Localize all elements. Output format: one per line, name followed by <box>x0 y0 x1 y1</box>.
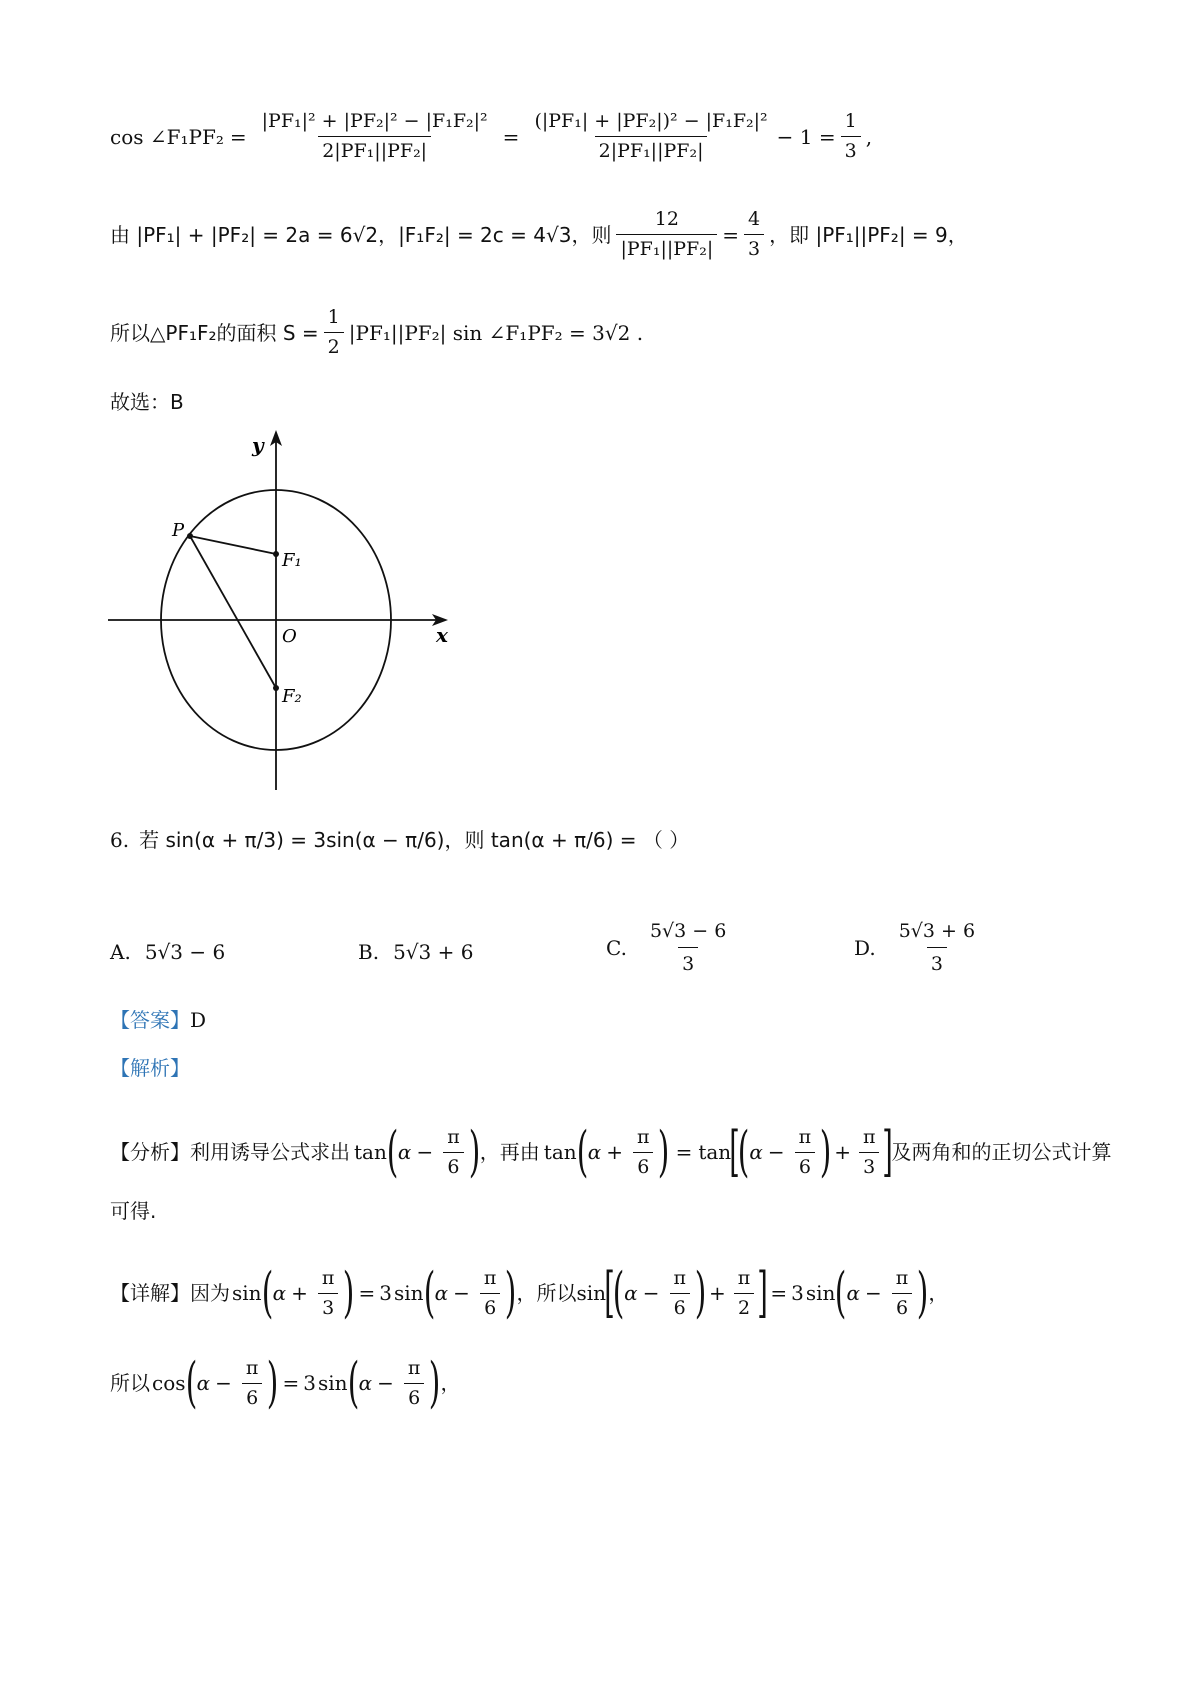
right-paren: ) <box>819 1120 832 1183</box>
fraction-numerator: 5√3 + 6 <box>898 920 976 942</box>
segment-pf1 <box>190 536 276 554</box>
option-fraction <box>646 920 730 975</box>
left-paren: ( <box>261 1261 273 1324</box>
option-b[interactable] <box>358 940 473 964</box>
equals-sign: = <box>770 1281 788 1305</box>
cos-symbol: cos <box>152 1371 186 1395</box>
minus-sign: − <box>767 1140 785 1164</box>
fraction-half <box>324 308 344 357</box>
fraction-pi-three <box>318 1266 339 1319</box>
left-paren: ( <box>576 1120 588 1183</box>
option-label: C. <box>606 935 627 960</box>
left-paren: ( <box>737 1120 750 1183</box>
fraction-denominator: 3 <box>678 947 698 975</box>
fraction-numerator: π <box>483 1266 497 1289</box>
coefficient: 3 <box>791 1281 804 1305</box>
minus-sign: − <box>453 1281 470 1305</box>
fraction-pi-six <box>669 1266 690 1319</box>
fraction-numerator: π <box>862 1125 876 1148</box>
left-paren: ( <box>185 1351 197 1414</box>
tan-symbol: tan <box>543 1140 577 1164</box>
option-label: B. <box>358 940 380 964</box>
point-f1 <box>273 551 279 557</box>
fraction-numerator: π <box>321 1266 335 1289</box>
point-f2 <box>273 685 279 691</box>
fraction-numerator: 12 <box>654 208 679 230</box>
text-segment: 因为 <box>190 1281 230 1305</box>
option-value: 5√3 − 6 <box>144 940 226 964</box>
fenxi-continuation: 可得. <box>110 1199 157 1223</box>
fraction-pi-six <box>892 1266 913 1319</box>
xiangjie-tag: 【详解】 <box>110 1281 190 1305</box>
plus-sign: + <box>834 1140 851 1164</box>
option-label: A. <box>110 940 131 964</box>
plus-sign: + <box>291 1281 308 1305</box>
fraction-numerator: π <box>447 1125 460 1148</box>
fraction-numerator: π <box>737 1266 751 1289</box>
fraction-numerator: π <box>673 1266 686 1289</box>
fraction-numerator: π <box>636 1125 650 1148</box>
fenxi-line <box>110 1120 1112 1183</box>
fraction-denominator: 6 <box>670 1293 690 1318</box>
minus-sign: − <box>865 1281 882 1305</box>
fraction-pi-three <box>859 1125 880 1178</box>
fraction-numerator: π <box>245 1356 259 1379</box>
text-segment: 及两角和的正切公式计算 <box>891 1140 1112 1164</box>
fraction-one-third <box>841 112 861 161</box>
fraction-numerator: 4 <box>748 208 761 230</box>
option-value: 5√3 + 6 <box>393 940 474 964</box>
minus-one: − 1 = <box>776 124 836 149</box>
fraction-pi-six <box>242 1356 263 1409</box>
text-segment: 所以 <box>110 1371 150 1395</box>
right-paren: ) <box>429 1351 441 1414</box>
y-axis-label: y <box>252 433 264 457</box>
fraction-numerator: (|PF₁| + |PF₂|)² − |F₁F₂|² <box>534 110 768 132</box>
plus-sign: + <box>709 1281 726 1305</box>
fraction-denominator: 3 <box>744 234 764 259</box>
f2-label: F₂ <box>282 686 302 707</box>
question-number: 6. <box>110 828 130 852</box>
sin-symbol: sin <box>576 1281 607 1305</box>
coefficient: 3 <box>303 1371 316 1395</box>
punctuation: ， <box>440 1371 461 1395</box>
fraction-denominator: 3 <box>841 136 861 161</box>
right-paren: ) <box>505 1261 517 1324</box>
text-segment: 利用诱导公式求出 <box>190 1140 350 1164</box>
minus-sign: − <box>416 1140 434 1164</box>
fraction-numerator: π <box>895 1266 909 1289</box>
fraction-denominator: 2|PF₁||PF₂| <box>595 136 708 161</box>
formula-product-of-distances <box>110 210 968 259</box>
option-label: D. <box>854 935 876 960</box>
fraction-denominator: 6 <box>795 1152 815 1177</box>
fraction-numerator: 5√3 − 6 <box>649 920 727 942</box>
left-paren: ( <box>835 1261 847 1324</box>
equals-sign: = <box>282 1371 300 1395</box>
fraction-denominator: |PF₁||PF₂| <box>616 234 717 259</box>
segment-pf2 <box>190 536 276 688</box>
f1-label: F₁ <box>282 550 302 571</box>
sin-symbol: sin <box>393 1281 424 1305</box>
punctuation: , <box>865 124 873 149</box>
equals-sign: = <box>722 222 739 247</box>
fraction-denominator: 2 <box>324 332 344 357</box>
fraction-pi-two <box>734 1266 755 1319</box>
text-segment: ，所以 <box>516 1281 577 1305</box>
alpha-symbol: α <box>434 1281 449 1305</box>
sin-symbol: sin <box>317 1371 348 1395</box>
tan-symbol: tan <box>354 1140 387 1164</box>
analysis-tag: 【解析】 <box>110 1056 190 1080</box>
fraction-denominator: 6 <box>633 1152 653 1177</box>
answer-value: D <box>190 1008 207 1032</box>
fraction-denominator: 6 <box>892 1293 912 1318</box>
alpha-symbol: α <box>587 1140 602 1164</box>
option-a[interactable] <box>110 940 225 964</box>
sin-symbol: sin <box>232 1281 262 1305</box>
left-paren: ( <box>347 1351 359 1414</box>
fraction-denominator: 3 <box>859 1152 879 1177</box>
x-axis-label: x <box>436 623 448 647</box>
option-fraction <box>895 920 979 975</box>
fraction-denominator: 2|PF₁||PF₂| <box>318 136 431 161</box>
option-d[interactable] <box>854 920 984 975</box>
fraction-denominator: 3 <box>318 1293 338 1318</box>
answer-tag: 【答案】 <box>110 1008 190 1032</box>
xiangjie-line <box>110 1261 949 1324</box>
fenxi-tag: 【分析】 <box>110 1140 190 1164</box>
question-text: 若 sin(α + π/3) = 3sin(α − π/6)，则 tan(α + π/6) = （ ） <box>139 828 690 852</box>
fraction-denominator: 6 <box>443 1152 463 1177</box>
right-paren: ) <box>694 1261 707 1324</box>
question-6 <box>110 830 689 850</box>
fraction-numerator: π <box>407 1356 421 1379</box>
right-paren: ) <box>917 1261 929 1324</box>
cos-lhs: cos ∠F₁PF₂ <box>110 124 224 149</box>
fraction-pi-six <box>795 1125 816 1178</box>
fraction-denominator: 6 <box>242 1383 262 1408</box>
left-bracket: [ <box>729 1120 740 1183</box>
fraction-numerator: 1 <box>327 306 340 328</box>
equals-sign: = <box>675 1140 693 1164</box>
fraction-law-of-cosines <box>258 112 492 161</box>
point-p <box>187 533 193 539</box>
option-c[interactable] <box>606 920 735 975</box>
alpha-symbol: α <box>358 1371 373 1395</box>
formula-area <box>110 308 643 357</box>
fraction-four-thirds <box>744 210 764 259</box>
final-line <box>110 1351 461 1414</box>
alpha-symbol: α <box>749 1140 763 1164</box>
fraction-pi-six <box>443 1125 464 1178</box>
minus-sign: − <box>215 1371 232 1395</box>
fraction-twelve <box>616 210 717 259</box>
minus-sign: − <box>642 1281 660 1305</box>
formula-cos-angle: cos ∠F₁PF₂ = $\frac{\text{|PF₁|² + |PF₂|² − |F₁F₂|²}}{\text{2|PF₁||PF₂|}}$ = $\frac{\text{(|PF₁| + |PF₂|)² − |F₁F₂|²}}{\text{2|PF₁||PF₂|}}$ − 1 = $\frac{1}{3}$ , <box>110 110 873 162</box>
left-paren: ( <box>386 1120 399 1183</box>
minus-sign: − <box>377 1371 394 1395</box>
tan-symbol: tan <box>698 1140 732 1164</box>
left-bracket: [ <box>604 1261 615 1324</box>
choose-answer-line: 故选：B <box>110 390 184 414</box>
fraction-denominator: 2 <box>734 1293 754 1318</box>
text-segment: 所以△PF₁F₂的面积 S = <box>110 320 319 345</box>
coefficient: 3 <box>379 1281 392 1305</box>
left-paren: ( <box>423 1261 435 1324</box>
punctuation: ， <box>928 1281 949 1305</box>
fraction-sum-form <box>530 112 771 161</box>
text-segment: 由 |PF₁| + |PF₂| = 2a = 6√2，|F₁F₂| = 2c = 4√3，则 <box>110 222 612 247</box>
plus-sign: + <box>606 1140 623 1164</box>
fraction-pi-six <box>633 1125 654 1178</box>
alpha-symbol: α <box>624 1281 638 1305</box>
fraction-numerator: |PF₁|² + |PF₂|² − |F₁F₂|² <box>261 110 488 132</box>
left-paren: ( <box>612 1261 625 1324</box>
text-segment: ，再由 <box>479 1140 540 1164</box>
equals-sign: = <box>358 1281 376 1305</box>
right-paren: ) <box>658 1120 670 1183</box>
ellipse-figure <box>100 420 460 800</box>
fraction-denominator: 3 <box>927 947 947 975</box>
text-segment: ，即 |PF₁||PF₂| = 9， <box>769 222 968 247</box>
alpha-symbol: α <box>196 1371 211 1395</box>
right-bracket: ] <box>882 1120 894 1183</box>
right-paren: ) <box>468 1120 481 1183</box>
fraction-numerator: π <box>798 1125 812 1148</box>
sin-symbol: sin <box>805 1281 836 1305</box>
fraction-denominator: 6 <box>480 1293 500 1318</box>
text-segment: |PF₁||PF₂| sin ∠F₁PF₂ = 3√2 . <box>348 320 644 345</box>
alpha-symbol: α <box>272 1281 287 1305</box>
p-label: P <box>172 520 185 541</box>
right-paren: ) <box>267 1351 279 1414</box>
origin-label: O <box>282 626 297 647</box>
alpha-symbol: α <box>846 1281 861 1305</box>
right-bracket: ] <box>757 1261 769 1324</box>
alpha-symbol: α <box>397 1140 412 1164</box>
answer-line <box>110 1010 206 1030</box>
right-paren: ) <box>343 1261 355 1324</box>
fraction-pi-six <box>404 1356 425 1409</box>
fraction-pi-six <box>480 1266 501 1319</box>
fraction-numerator: 1 <box>844 110 857 132</box>
fraction-denominator: 6 <box>404 1383 424 1408</box>
